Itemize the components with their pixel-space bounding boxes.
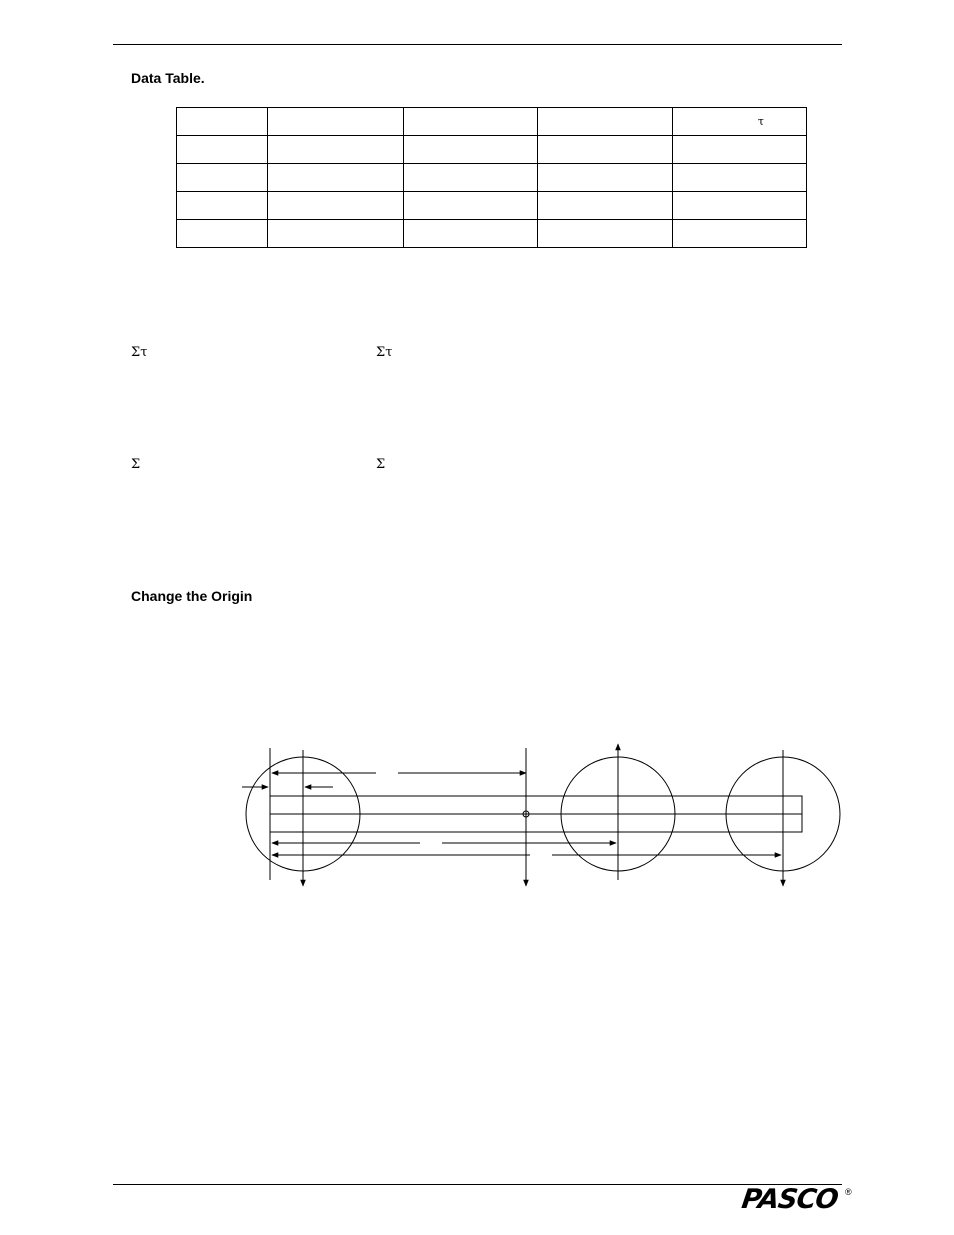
data-table-heading: Data Table.: [131, 70, 205, 86]
sum-tau-right: Στ: [376, 345, 393, 360]
sum-right: Σ: [376, 457, 386, 472]
change-origin-heading: Change the Origin: [131, 588, 253, 604]
sum-tau-left: Στ: [131, 345, 148, 360]
pasco-logo: PASCO: [739, 1184, 840, 1215]
table-cell: τ: [673, 108, 807, 136]
registered-mark: ®: [845, 1187, 852, 1197]
footer-rule: [113, 1184, 842, 1185]
sum-left: Σ: [131, 457, 141, 472]
